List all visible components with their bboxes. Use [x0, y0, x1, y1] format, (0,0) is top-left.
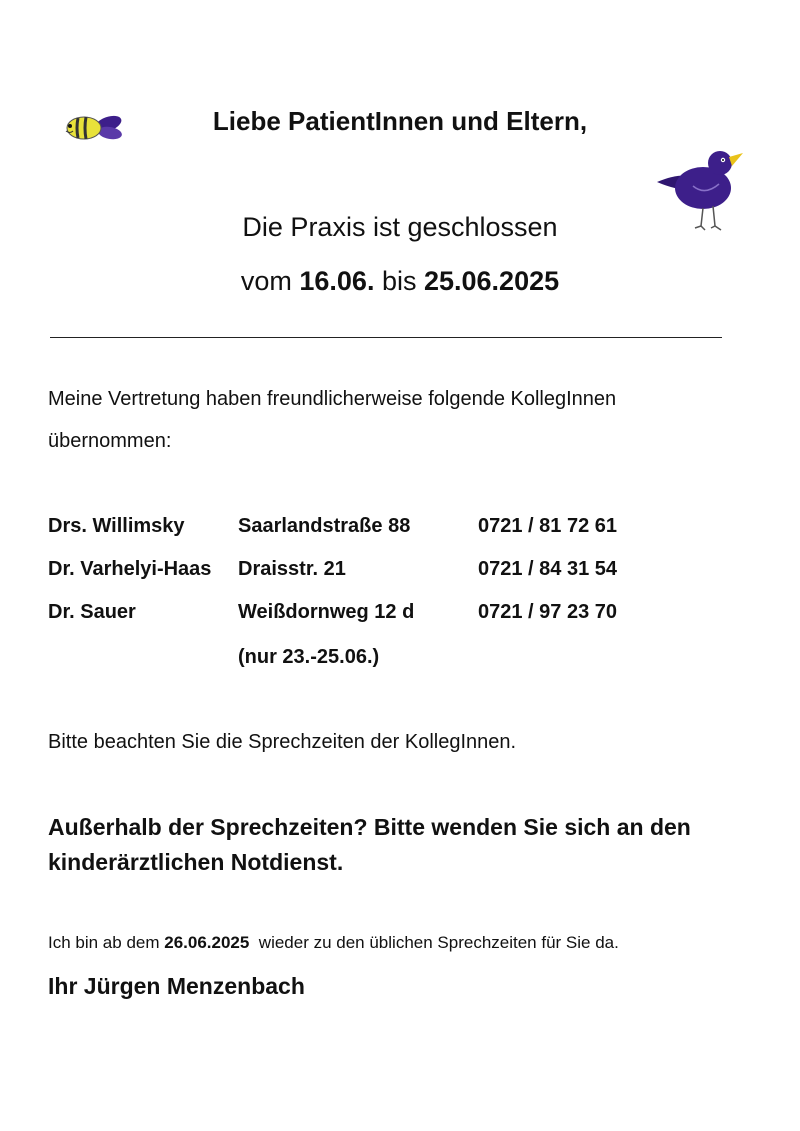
dates-prefix: vom [240, 266, 300, 296]
separator-line [50, 337, 722, 338]
office-hours-hint: Bitte beachten Sie die Sprechzeiten der KollegInnen. [48, 731, 517, 753]
return-prefix: Ich bin ab dem [48, 933, 165, 952]
signature: Ihr Jürgen Menzenbach [48, 973, 305, 999]
substitute-phone: 0721 / 97 23 70 [478, 601, 618, 623]
substitute-address: Weißdornweg 12 d [238, 601, 415, 623]
substitute-name: Dr. Varhelyi-Haas [48, 558, 212, 580]
closure-dates [0, 266, 800, 297]
substitute-phone: 0721 / 84 31 54 [478, 558, 618, 580]
sauer-availability-note: (nur 23.-25.06.) [238, 646, 380, 668]
end-date: 25.06.2025 [423, 266, 560, 296]
return-suffix: wieder zu den üblichen Sprechzeiten für Sie da. [249, 933, 619, 952]
return-date: 26.06.2025 [164, 933, 250, 952]
substitute-name: Dr. Sauer [48, 601, 136, 623]
closed-notice: Die Praxis ist geschlossen [242, 212, 558, 242]
emergency-notice: Außerhalb der Sprechzeiten? Bitte wenden Sie sich an den kinderärztlichen Notdienst. [48, 814, 691, 875]
start-date: 16.06. [299, 266, 375, 296]
return-notice [48, 933, 619, 953]
intro-line-2: übernommen: [48, 430, 172, 452]
dates-middle: bis [374, 266, 424, 296]
substitute-address: Draisstr. 21 [238, 558, 346, 580]
intro-line-1: Meine Vertretung haben freundlicherweise folgende KollegInnen [48, 388, 617, 410]
greeting-heading: Liebe PatientInnen und Eltern, [212, 106, 588, 136]
substitute-name: Drs. Willimsky [48, 515, 185, 537]
substitute-address: Saarlandstraße 88 [238, 515, 411, 537]
substitute-phone: 0721 / 81 72 61 [478, 515, 618, 537]
